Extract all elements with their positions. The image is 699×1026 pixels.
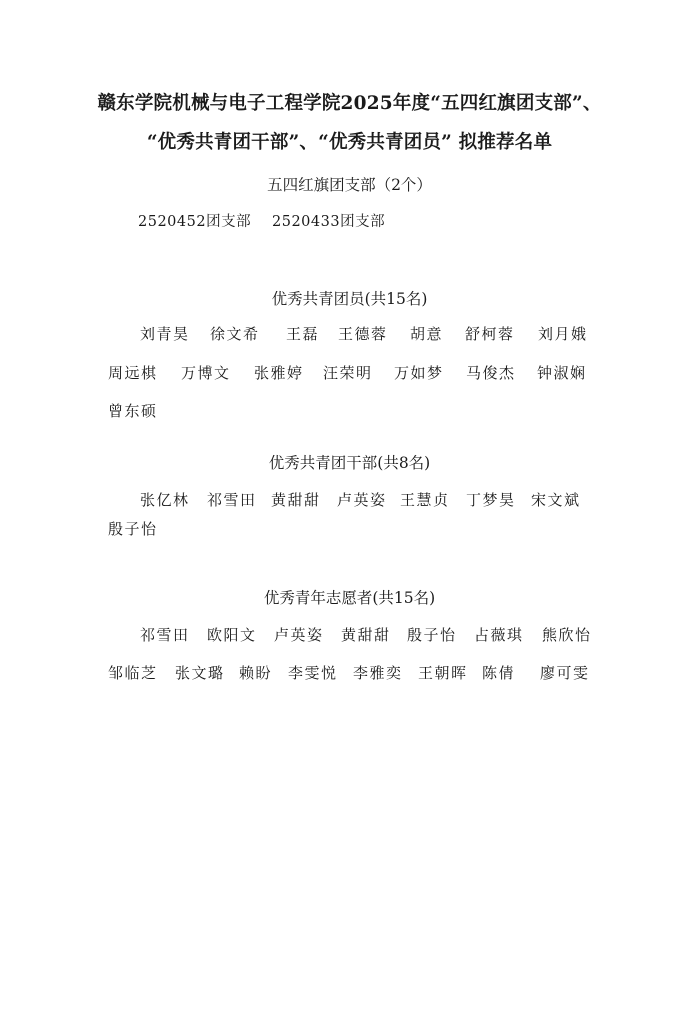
volunteer-name: 王朝晖: [418, 664, 468, 682]
volunteer-name: 卢英姿: [274, 626, 324, 644]
volunteer-name: 占薇琪: [474, 626, 524, 644]
members-row-2: [0, 362, 699, 384]
cadre-name: 祁雪田: [207, 491, 257, 509]
cadre-name: 黄甜甜: [271, 491, 321, 509]
section-heading-cadres: 优秀共青团干部(共8名): [268, 454, 431, 472]
branch-item: 2520452团支部: [138, 214, 252, 230]
section-heading-members: 优秀共青团员(共15名): [271, 290, 428, 308]
volunteer-name: 邹临芝: [108, 664, 158, 682]
member-name: 曾东硕: [108, 402, 158, 420]
cadre-name: 卢英姿: [337, 491, 387, 509]
member-name: 胡意: [410, 325, 444, 343]
cadre-name: 丁梦昊: [466, 491, 516, 509]
volunteer-name: 殷子怡: [407, 626, 457, 644]
volunteer-name: 赖盼: [239, 664, 273, 682]
cadres-row-1: [0, 489, 699, 511]
member-name: 刘月娥: [538, 325, 588, 343]
document-title-line-2: “优秀共青团干部”、“优秀共青团员” 拟推荐名单: [146, 132, 553, 153]
member-name: 马俊杰: [466, 364, 516, 382]
members-row-1: [0, 323, 699, 345]
member-name: 舒柯蓉: [465, 325, 515, 343]
member-name: 王德蓉: [338, 325, 388, 343]
members-row-3: [0, 400, 699, 422]
cadre-name: 宋文斌: [531, 491, 581, 509]
cadres-row-2: [0, 518, 699, 540]
volunteer-name: 黄甜甜: [341, 626, 391, 644]
cadre-name: 殷子怡: [108, 520, 158, 538]
volunteer-name: 张文璐: [175, 664, 225, 682]
volunteer-name: 熊欣怡: [542, 626, 592, 644]
volunteer-name: 李雅奕: [353, 664, 403, 682]
member-name: 万如梦: [394, 364, 444, 382]
member-name: 徐文希: [210, 325, 260, 343]
volunteer-name: 祁雪田: [140, 626, 190, 644]
volunteer-name: 陈倩: [482, 664, 516, 682]
member-name: 汪荣明: [323, 364, 373, 382]
member-name: 周远棋: [108, 364, 158, 382]
member-name: 张雅婷: [254, 364, 304, 382]
member-name: 钟淑娴: [537, 364, 587, 382]
member-name: 万博文: [181, 364, 231, 382]
branch-list: [0, 210, 699, 232]
volunteer-name: 廖可雯: [540, 664, 590, 682]
member-name: 王磊: [286, 325, 320, 343]
cadre-name: 王慧贞: [400, 491, 450, 509]
section-heading-volunteers: 优秀青年志愿者(共15名): [263, 589, 436, 607]
branch-item: 2520433团支部: [272, 214, 386, 230]
volunteers-row-1: [0, 624, 699, 646]
cadre-name: 张亿林: [140, 491, 190, 509]
volunteers-row-2: [0, 662, 699, 684]
volunteer-name: 欧阳文: [207, 626, 257, 644]
member-name: 刘青昊: [140, 325, 190, 343]
volunteer-name: 李雯悦: [288, 664, 338, 682]
section-heading-branches: 五四红旗团支部（2个）: [267, 176, 432, 194]
document-title-line-1: 赣东学院机械与电子工程学院2025年度“五四红旗团支部”、: [97, 93, 602, 114]
